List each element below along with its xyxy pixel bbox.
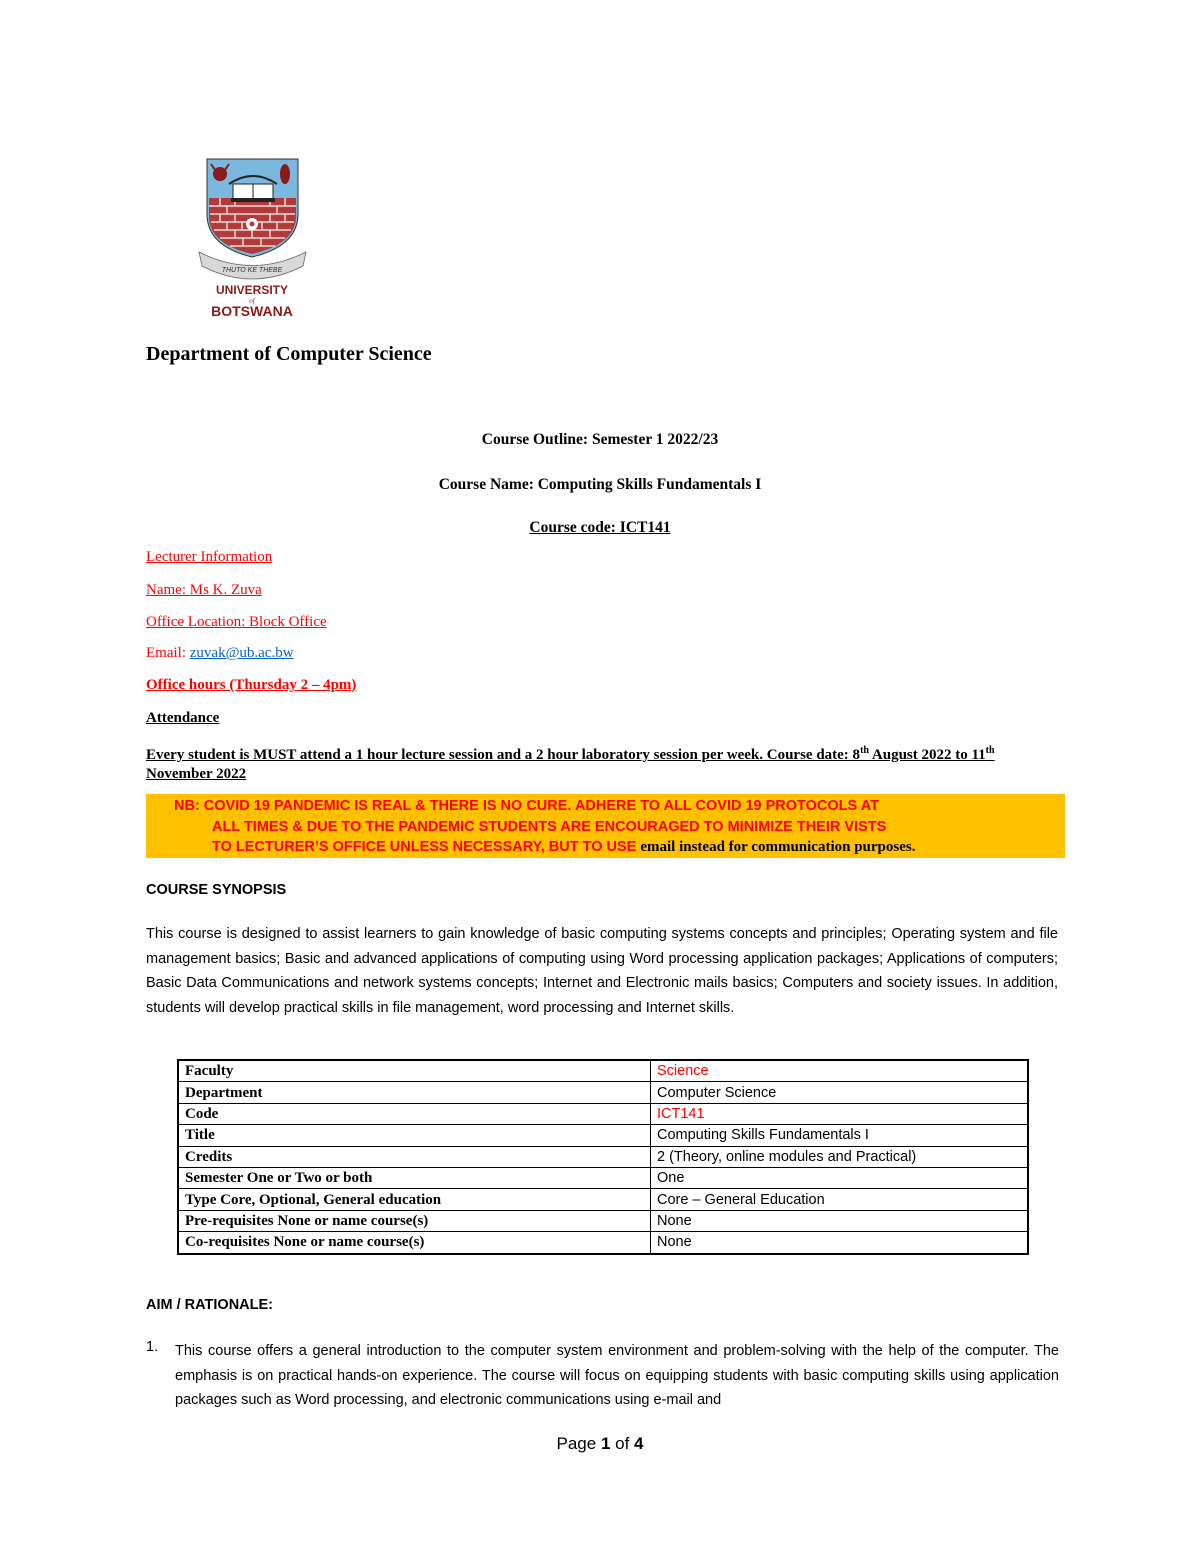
department-title: Department of Computer Science: [146, 343, 432, 365]
aim-item-number: 1.: [146, 1339, 159, 1355]
table-key-cell: Pre-requisites None or name course(s): [178, 1210, 651, 1231]
footer-page-number: 1: [600, 1434, 611, 1453]
page-footer: [0, 1434, 1200, 1454]
attendance-text-part3: November 2022: [146, 766, 247, 782]
table-value-cell: Science: [651, 1060, 1029, 1082]
attendance-sup2: th: [985, 745, 995, 756]
svg-text:UNIVERSITY: UNIVERSITY: [215, 283, 289, 297]
table-key-cell: Semester One or Two or both: [178, 1167, 651, 1188]
course-outline-heading: Course Outline: Semester 1 2022/23: [481, 431, 719, 448]
office-hours: Office hours (Thursday 2 – 4pm): [146, 677, 357, 693]
table-row: [178, 1210, 1028, 1231]
attendance-text: [146, 741, 1056, 784]
table-value-cell: 2 (Theory, online modules and Practical): [651, 1146, 1029, 1167]
svg-text:BOTSWANA: BOTSWANA: [211, 303, 293, 319]
table-value-cell: ICT141: [651, 1103, 1029, 1124]
table-value-cell: Computer Science: [651, 1082, 1029, 1103]
aim-item-text: This course offers a general introduction to the computer system environment and problem-solving with the help of the computer. The emphasis is on practical hands-on experience. The course will focus on equipping students with basic computing skills using application packages such as Word processing, and electronic communications using e-mail and: [175, 1343, 1059, 1408]
table-row: [178, 1146, 1028, 1167]
table-value-cell: Computing Skills Fundamentals I: [651, 1125, 1029, 1146]
attendance-text-part2: August 2022 to 11: [868, 747, 986, 763]
table-row: [178, 1232, 1028, 1254]
table-key-cell: Title: [178, 1125, 651, 1146]
email-link[interactable]: zuvak@ub.ac.bw: [189, 645, 294, 661]
table-key-cell: Type Core, Optional, General education: [178, 1189, 651, 1210]
footer-page-word: Page: [556, 1434, 601, 1453]
university-crest-icon: [195, 154, 310, 319]
covid-notice-box: [146, 794, 1065, 858]
aim-heading: AIM / RATIONALE:: [146, 1297, 273, 1313]
svg-text:THUTO KE THEBE: THUTO KE THEBE: [221, 267, 283, 274]
course-synopsis-heading: COURSE SYNOPSIS: [146, 882, 287, 898]
table-key-cell: Department: [178, 1082, 651, 1103]
table-value-cell: One: [651, 1167, 1029, 1188]
covid-notice-line3: [212, 839, 916, 856]
table-row: [178, 1082, 1028, 1103]
attendance-sup1: th: [860, 745, 869, 756]
table-value-cell: None: [651, 1232, 1029, 1254]
course-info-table: [177, 1059, 1029, 1255]
table-key-cell: Credits: [178, 1146, 651, 1167]
table-key-cell: Code: [178, 1103, 651, 1124]
email-label: Email:: [146, 645, 190, 661]
course-synopsis-text: This course is designed to assist learners to gain knowledge of basic computing systems concepts and principles; Operating system and file management basics; Basic and advanced applications of computing using Word processing application packages; Applications of computers; Basic Data Communications and network systems concepts; Internet and Electronic mails basics; Computers and society issues. In addition, students will develop practical skills in file management, word processing and Internet skills.: [146, 926, 1058, 1016]
covid-notice-line2: ALL TIMES & DUE TO THE PANDEMIC STUDENTS ARE ENCOURAGED TO MINIMIZE THEIR VISTS: [212, 819, 887, 835]
office-location: Office Location: Block Office: [146, 614, 327, 630]
attendance-text-part1: Every student is MUST attend a 1 hour lecture session and a 2 hour laboratory session per week. Course date: 8: [146, 747, 861, 763]
attendance-heading: Attendance: [146, 710, 220, 726]
footer-page-total: 4: [634, 1434, 644, 1453]
email-line: [146, 645, 294, 662]
table-value-cell: None: [651, 1210, 1029, 1231]
table-row: [178, 1189, 1028, 1210]
table-row: [178, 1103, 1028, 1124]
course-name-heading: Course Name: Computing Skills Fundamentals I: [438, 476, 762, 493]
covid-notice-line3-start: TO LECTURER’S OFFICE UNLESS NECESSARY, BUT TO USE: [212, 839, 641, 855]
footer-of-word: of: [610, 1434, 635, 1453]
table-value-cell: Core – General Education: [651, 1189, 1029, 1210]
table-row: [178, 1060, 1028, 1082]
lecturer-info-heading: Lecturer Information: [146, 549, 273, 565]
university-logo: [195, 154, 310, 319]
table-row: [178, 1167, 1028, 1188]
table-key-cell: Faculty: [178, 1060, 651, 1082]
svg-text:of: of: [249, 297, 255, 305]
covid-notice-line3-end: email instead for communication purposes.: [640, 839, 916, 855]
lecturer-name: Name: Ms K. Zuva: [146, 582, 262, 598]
covid-notice-line1: NB: COVID 19 PANDEMIC IS REAL & THERE IS NO CURE. ADHERE TO ALL COVID 19 PROTOCOLS AT: [174, 798, 879, 814]
table-row: [178, 1125, 1028, 1146]
table-key-cell: Co-requisites None or name course(s): [178, 1232, 651, 1254]
course-code-heading: Course code: ICT141: [529, 519, 671, 536]
